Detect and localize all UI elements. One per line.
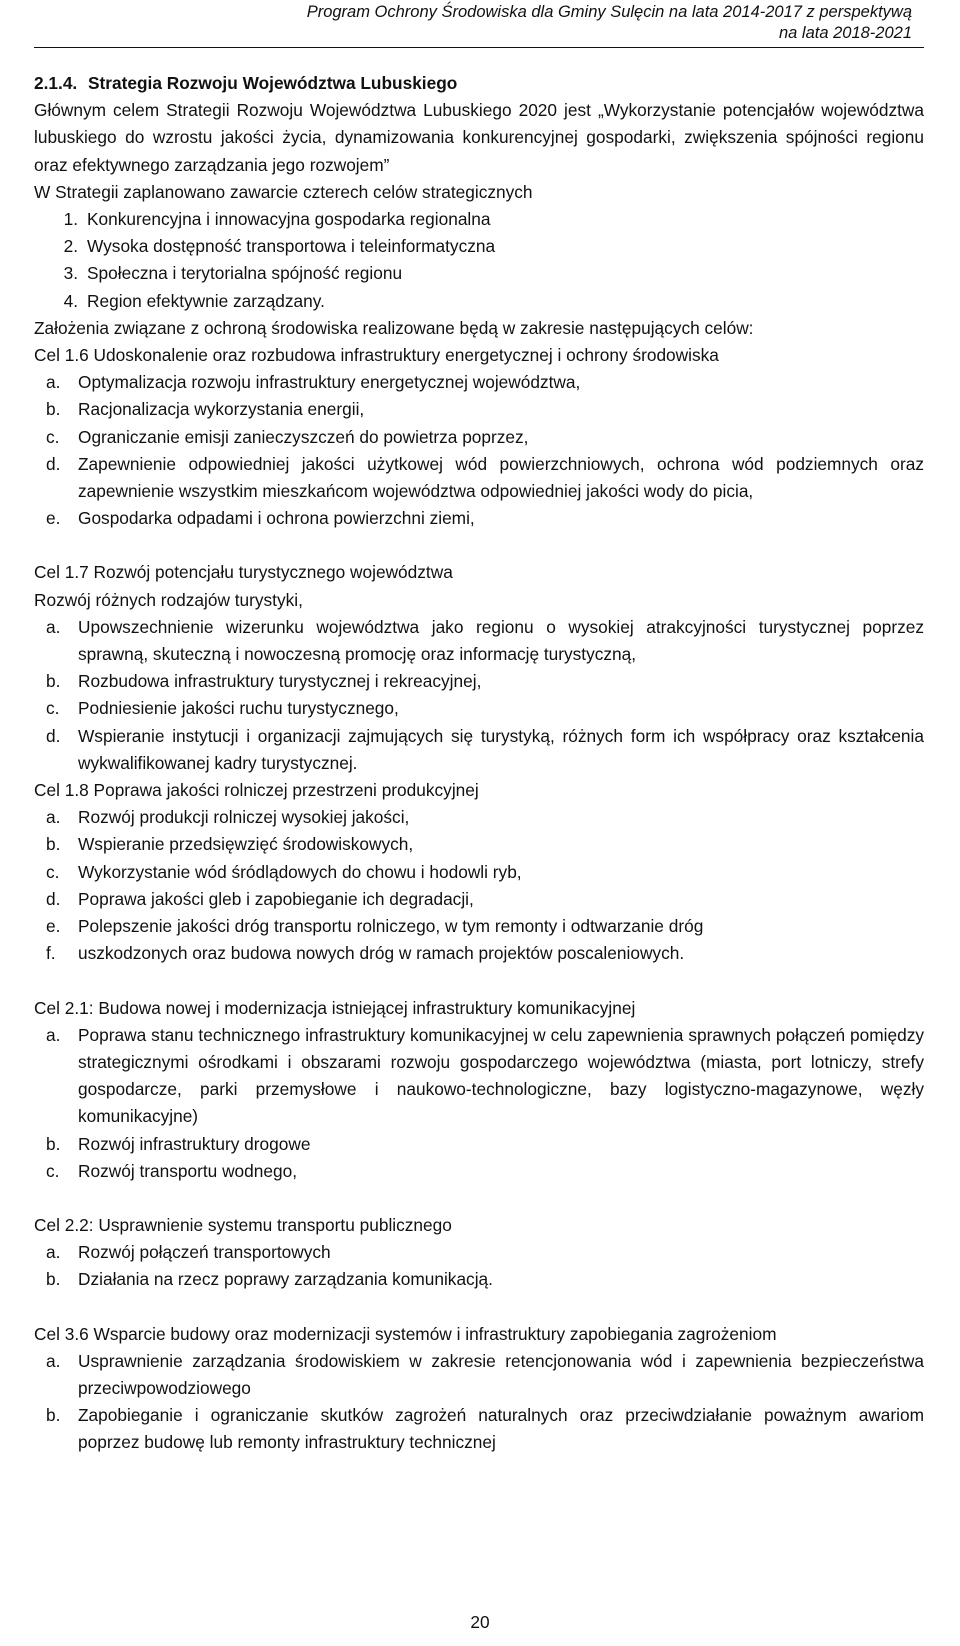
list-item-text: Poprawa jakości gleb i zapobieganie ich degradacji, bbox=[78, 888, 474, 909]
list-marker: e. bbox=[46, 916, 61, 937]
list-item-text: Konkurencyjna i innowacyjna gospodarka regionalna bbox=[87, 209, 491, 230]
list-marker: b. bbox=[46, 1133, 61, 1154]
list-item-text: Wspieranie przedsięwzięć środowiskowych, bbox=[78, 834, 414, 855]
list-item bbox=[34, 913, 924, 940]
page-number: 20 bbox=[470, 1612, 490, 1632]
list-item bbox=[34, 1158, 924, 1185]
list-item-text: Rozwój infrastruktury drogowe bbox=[78, 1133, 311, 1154]
list-item-text: Działania na rzecz poprawy zarządzania komunikacją. bbox=[78, 1269, 493, 1290]
list-marker: b. bbox=[46, 399, 61, 420]
list-item bbox=[34, 804, 924, 831]
list-item bbox=[34, 396, 924, 423]
section-heading bbox=[34, 70, 924, 97]
list-marker: a. bbox=[46, 616, 61, 637]
list-item-text: Upowszechnienie wizerunku województwa jako regionu o wysokiej atrakcyjności turystycznej poprzez sprawną, skuteczną i nowoczesną promocję oraz informację turystyczną, bbox=[78, 616, 924, 665]
cel-1-7-list bbox=[34, 614, 924, 777]
list-item bbox=[34, 206, 924, 233]
list-item bbox=[34, 1022, 924, 1131]
list-item bbox=[34, 695, 924, 722]
list-item-text: Wykorzystanie wód śródlądowych do chowu i hodowli ryb, bbox=[78, 861, 522, 882]
cel-2-1-list bbox=[34, 1022, 924, 1185]
section-number: 2.1.4. bbox=[34, 73, 78, 93]
list-item-text: Polepszenie jakości dróg transportu rolniczego, w tym remonty i odtwarzanie dróg bbox=[78, 916, 704, 937]
list-item-text: Poprawa stanu technicznego infrastruktury komunikacyjnej w celu zapewnienia sprawnych połączeń pomiędzy strategicznymi ośrodkami i obszarami rozwoju gospodarczego województwa (miasta, port lotniczy, strefy gospodarcze, parki przemysłowe i naukowo-technologiczne, bazy logistyczno-magazynowe, węzły komunikacyjne) bbox=[78, 1024, 924, 1127]
strategic-goals-list bbox=[34, 206, 924, 315]
list-item bbox=[34, 1348, 924, 1402]
list-item-text: Wysoka dostępność transportowa i teleinformatyczna bbox=[87, 236, 496, 257]
document-body bbox=[34, 70, 924, 1457]
intro-paragraph: Głównym celem Strategii Rozwoju Województwa Lubuskiego 2020 jest „Wykorzystanie potencjałów województwa lubuskiego do wzrostu jakości życia, dynamizowania konkurencyjnej gospodarki, zwiększenia spójności regionu oraz efektywnego zarządzania jego rozwojem” bbox=[34, 100, 924, 175]
list-item bbox=[34, 288, 924, 315]
list-item bbox=[34, 1402, 924, 1456]
section-title: Strategia Rozwoju Województwa Lubuskiego bbox=[88, 73, 458, 93]
list-marker: d. bbox=[46, 453, 61, 474]
spacer bbox=[34, 532, 924, 559]
list-marker: a. bbox=[46, 1350, 61, 1371]
cel-3-6-title: Cel 3.6 Wsparcie budowy oraz modernizacji systemów i infrastruktury zapobiegania zagrożeniom bbox=[34, 1323, 777, 1344]
list-marker: a. bbox=[46, 1024, 61, 1045]
list-item-text: Zapobieganie i ograniczanie skutków zagrożeń naturalnych oraz przeciwdziałanie poważnym awariom poprzez budowę lub remonty infrastruktury technicznej bbox=[78, 1405, 924, 1453]
list-item bbox=[34, 614, 924, 668]
cel-2-2-title: Cel 2.2: Usprawnienie systemu transportu publicznego bbox=[34, 1214, 452, 1235]
list-item bbox=[34, 886, 924, 913]
spacer bbox=[34, 1185, 924, 1212]
list-item-text: Ograniczanie emisji zanieczyszczeń do powietrza poprzez, bbox=[78, 426, 529, 447]
list-marker: a. bbox=[46, 1242, 61, 1263]
list-item bbox=[34, 1131, 924, 1158]
list-item-text: Optymalizacja rozwoju infrastruktury energetycznej województwa, bbox=[78, 372, 581, 393]
list-marker: b. bbox=[46, 1269, 61, 1290]
list-item-text: Zapewnienie odpowiedniej jakości użytkowej wód powierzchniowych, ochrona wód podziemnych oraz zapewnienie wszystkim mieszkańcom województwa odpowiedniej jakości wody do picia, bbox=[78, 453, 924, 502]
list-item bbox=[34, 831, 924, 858]
list-marker: f. bbox=[46, 943, 56, 964]
list-item bbox=[34, 723, 924, 777]
list-marker: d. bbox=[46, 725, 61, 746]
list-marker: 1. bbox=[63, 209, 78, 230]
cel-2-1-title: Cel 2.1: Budowa nowej i modernizacja istniejącej infrastruktury komunikacyjnej bbox=[34, 997, 636, 1018]
cel-1-6-list bbox=[34, 369, 924, 532]
header-divider bbox=[34, 47, 924, 48]
assumptions-paragraph: Założenia związane z ochroną środowiska realizowane będą w zakresie następujących celów: bbox=[34, 317, 754, 338]
list-item-text: Rozbudowa infrastruktury turystycznej i rekreacyjnej, bbox=[78, 671, 482, 692]
list-item-text: Społeczna i terytorialna spójność regionu bbox=[87, 263, 403, 284]
list-marker: b. bbox=[46, 671, 61, 692]
header-line-2: na lata 2018-2021 bbox=[778, 24, 912, 42]
page-header bbox=[92, 2, 912, 44]
list-item-text: Rozwój transportu wodnego, bbox=[78, 1160, 298, 1181]
list-item bbox=[34, 260, 924, 287]
goals-intro: W Strategii zaplanowano zawarcie czterech celów strategicznych bbox=[34, 181, 533, 202]
spacer bbox=[34, 968, 924, 995]
list-marker: 2. bbox=[63, 236, 78, 257]
list-marker: 4. bbox=[63, 290, 78, 311]
cel-1-6-title: Cel 1.6 Udoskonalenie oraz rozbudowa infrastruktury energetycznej i ochrony środowiska bbox=[34, 345, 719, 366]
list-item-text: Racjonalizacja wykorzystania energii, bbox=[78, 399, 365, 420]
list-item bbox=[34, 940, 924, 967]
cel-3-6-list bbox=[34, 1348, 924, 1457]
list-item-text: Gospodarka odpadami i ochrona powierzchni ziemi, bbox=[78, 508, 475, 529]
list-marker: a. bbox=[46, 372, 61, 393]
list-item bbox=[34, 424, 924, 451]
list-item bbox=[34, 1239, 924, 1266]
list-item-text: uszkodzonych oraz budowa nowych dróg w ramach projektów poscaleniowych. bbox=[78, 943, 685, 964]
list-item-text: Podniesienie jakości ruchu turystycznego, bbox=[78, 698, 399, 719]
cel-1-8-list bbox=[34, 804, 924, 967]
list-item-text: Rozwój produkcji rolniczej wysokiej jakości, bbox=[78, 807, 410, 828]
list-item bbox=[34, 668, 924, 695]
header-line-1: Program Ochrony Środowiska dla Gminy Sulęcin na lata 2014-2017 z perspektywą bbox=[306, 3, 912, 21]
list-marker: c. bbox=[46, 426, 60, 447]
list-marker: b. bbox=[46, 1405, 61, 1426]
list-item-text: Wspieranie instytucji i organizacji zajmujących się turystyką, różnych form ich współpracy oraz kształcenia wykwalifikowanej kadry turystycznej. bbox=[78, 725, 924, 773]
cel-1-7-title: Cel 1.7 Rozwój potencjału turystycznego województwa bbox=[34, 562, 453, 583]
list-item bbox=[34, 369, 924, 396]
cel-1-8-title: Cel 1.8 Poprawa jakości rolniczej przestrzeni produkcyjnej bbox=[34, 780, 479, 801]
list-item bbox=[34, 859, 924, 886]
list-item bbox=[34, 505, 924, 532]
cel-2-2-list bbox=[34, 1239, 924, 1293]
spacer bbox=[34, 1294, 924, 1321]
list-marker: c. bbox=[46, 1160, 60, 1181]
list-item-text: Rozwój połączeń transportowych bbox=[78, 1242, 331, 1263]
list-marker: d. bbox=[46, 888, 61, 909]
list-item-text: Usprawnienie zarządzania środowiskiem w zakresie retencjonowania wód i zapewnienia bezpieczeństwa przeciwpowodziowego bbox=[78, 1350, 924, 1398]
list-marker: c. bbox=[46, 861, 60, 882]
list-marker: 3. bbox=[63, 263, 78, 284]
list-marker: e. bbox=[46, 508, 61, 529]
list-marker: b. bbox=[46, 834, 61, 855]
list-item-text: Region efektywnie zarządzany. bbox=[87, 290, 325, 311]
list-item bbox=[34, 1266, 924, 1293]
list-marker: c. bbox=[46, 698, 60, 719]
list-marker: a. bbox=[46, 807, 61, 828]
list-item bbox=[34, 451, 924, 505]
list-item bbox=[34, 233, 924, 260]
cel-1-7-subtitle: Rozwój różnych rodzajów turystyki, bbox=[34, 589, 303, 610]
